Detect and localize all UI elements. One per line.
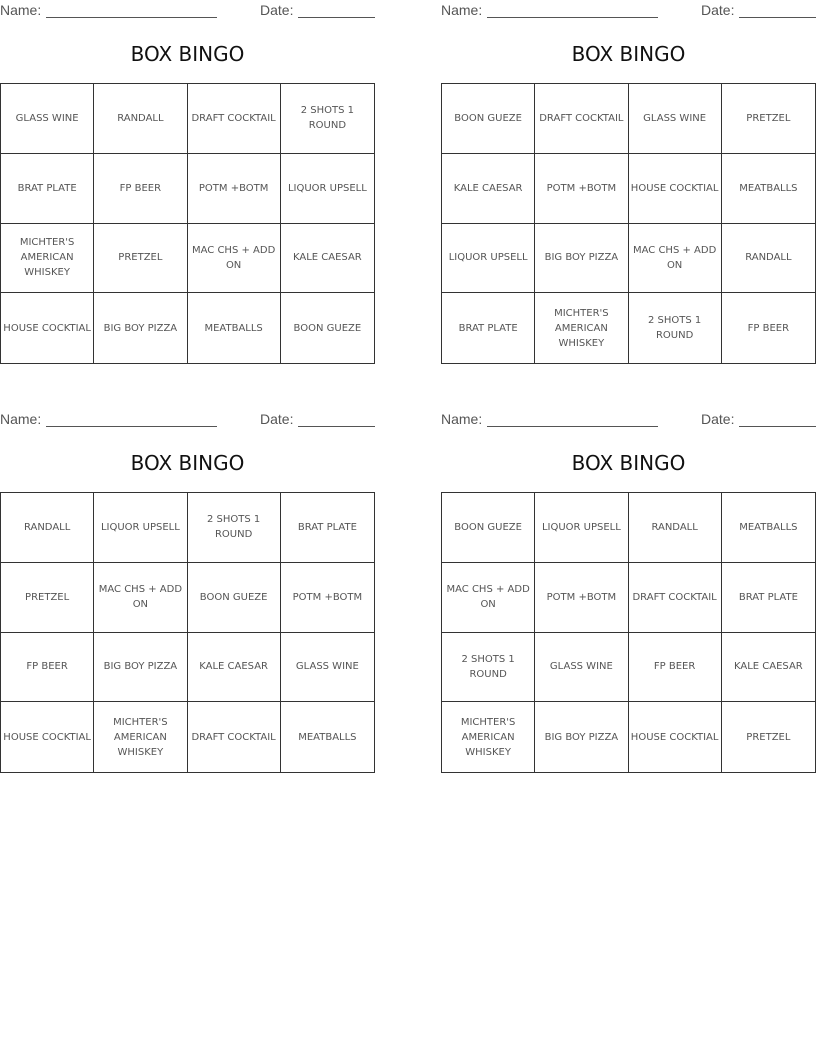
bingo-cell[interactable]: PRETZEL bbox=[94, 224, 187, 294]
bingo-cell[interactable]: RANDALL bbox=[629, 493, 722, 563]
bingo-cell[interactable]: PRETZEL bbox=[1, 563, 94, 633]
bingo-cell[interactable]: BRAT PLATE bbox=[281, 493, 374, 563]
bingo-cell[interactable]: BOON GUEZE bbox=[188, 563, 281, 633]
bingo-cell[interactable]: 2 SHOTS 1 ROUND bbox=[188, 493, 281, 563]
bingo-cell[interactable]: HOUSE COCKTIAL bbox=[1, 702, 94, 772]
bingo-cell[interactable]: MEATBALLS bbox=[298, 731, 357, 743]
card-header bbox=[441, 2, 816, 20]
bingo-cell[interactable]: BIG BOY PIZZA bbox=[94, 293, 187, 363]
bingo-grid bbox=[0, 83, 375, 364]
bingo-card bbox=[0, 0, 375, 365]
bingo-cell[interactable]: BOON GUEZE bbox=[442, 84, 535, 154]
bingo-cell[interactable]: KALE CAESAR bbox=[281, 224, 374, 294]
bingo-cell[interactable]: LIQUOR UPSELL bbox=[94, 493, 187, 563]
name-label: Name: bbox=[441, 2, 483, 18]
bingo-cell[interactable]: MAC CHS + ADD ON bbox=[442, 563, 535, 633]
card-title: BOX BINGO bbox=[130, 42, 245, 66]
bingo-cell[interactable]: BIG BOY PIZZA bbox=[94, 633, 187, 703]
card-title: BOX BINGO bbox=[130, 451, 245, 475]
date-label: Date: bbox=[701, 2, 735, 18]
bingo-cell[interactable]: LIQUOR UPSELL bbox=[535, 493, 628, 563]
bingo-cell[interactable]: BIG BOY PIZZA bbox=[535, 224, 628, 294]
bingo-cell[interactable]: RANDALL bbox=[722, 224, 815, 294]
card-title: BOX BINGO bbox=[571, 42, 686, 66]
date-field[interactable] bbox=[739, 17, 816, 18]
bingo-cell[interactable]: MICHTER'S AMERICAN WHISKEY bbox=[442, 702, 535, 772]
bingo-cell[interactable]: LIQUOR UPSELL bbox=[442, 224, 535, 294]
bingo-cell[interactable]: GLASS WINE bbox=[535, 633, 628, 703]
bingo-cell[interactable]: DRAFT COCKTAIL bbox=[629, 563, 722, 633]
bingo-cell[interactable]: RANDALL bbox=[94, 84, 187, 154]
bingo-cell[interactable]: POTM +BOTM bbox=[535, 563, 628, 633]
bingo-cell[interactable]: BIG BOY PIZZA bbox=[535, 702, 628, 772]
bingo-grid bbox=[0, 492, 375, 773]
bingo-cell[interactable]: POTM +BOTM bbox=[188, 154, 281, 224]
bingo-cell[interactable]: GLASS WINE bbox=[281, 633, 374, 703]
date-label: Date: bbox=[260, 411, 294, 427]
date-field[interactable] bbox=[298, 426, 375, 427]
bingo-cell[interactable]: MICHTER'S AMERICAN WHISKEY bbox=[535, 293, 628, 363]
name-label: Name: bbox=[0, 411, 42, 427]
bingo-cell[interactable]: HOUSE COCKTIAL bbox=[629, 702, 722, 772]
bingo-cell[interactable]: BRAT PLATE bbox=[442, 293, 535, 363]
card-header bbox=[0, 411, 375, 429]
bingo-cell[interactable]: 2 SHOTS 1 ROUND bbox=[281, 84, 374, 154]
bingo-cell[interactable]: DRAFT COCKTAIL bbox=[188, 702, 281, 772]
bingo-cell[interactable]: HOUSE COCKTIAL bbox=[629, 154, 722, 224]
bingo-card bbox=[441, 0, 816, 365]
bingo-cell[interactable]: LIQUOR UPSELL bbox=[281, 154, 374, 224]
bingo-cell[interactable]: MEATBALLS bbox=[722, 493, 815, 563]
bingo-cell[interactable]: MAC CHS + ADD ON bbox=[629, 224, 722, 294]
bingo-cell[interactable]: MICHTER'S AMERICAN WHISKEY bbox=[1, 224, 94, 294]
bingo-cell[interactable]: MEATBALLS bbox=[722, 154, 815, 224]
bingo-cell[interactable]: 2 SHOTS 1 ROUND bbox=[442, 633, 535, 703]
bingo-cell[interactable]: BRAT PLATE bbox=[1, 154, 94, 224]
date-label: Date: bbox=[260, 2, 294, 18]
bingo-cell[interactable]: BRAT PLATE bbox=[722, 563, 815, 633]
name-field[interactable] bbox=[46, 426, 217, 427]
bingo-cell[interactable]: KALE CAESAR bbox=[442, 154, 535, 224]
bingo-cell[interactable]: POTM +BOTM bbox=[281, 563, 374, 633]
bingo-card bbox=[441, 409, 816, 774]
bingo-cell[interactable]: FP BEER bbox=[1, 633, 94, 703]
bingo-cell[interactable]: MAC CHS + ADD ON bbox=[188, 224, 281, 294]
bingo-cell[interactable]: KALE CAESAR bbox=[188, 633, 281, 703]
name-label: Name: bbox=[441, 411, 483, 427]
bingo-cell[interactable]: MEATBALLS bbox=[188, 293, 281, 363]
bingo-cell[interactable]: KALE CAESAR bbox=[722, 633, 815, 703]
bingo-cell[interactable]: GLASS WINE bbox=[629, 84, 722, 154]
bingo-cell[interactable]: GLASS WINE bbox=[1, 84, 94, 154]
bingo-cell[interactable]: PRETZEL bbox=[746, 731, 791, 743]
bingo-grid bbox=[441, 83, 816, 364]
bingo-cell[interactable]: BOON GUEZE bbox=[442, 493, 535, 563]
bingo-cell[interactable]: FP BEER bbox=[747, 322, 790, 334]
bingo-cell[interactable]: DRAFT COCKTAIL bbox=[188, 84, 281, 154]
bingo-cell[interactable]: HOUSE COCKTIAL bbox=[1, 293, 94, 363]
name-field[interactable] bbox=[487, 426, 658, 427]
card-title: BOX BINGO bbox=[571, 451, 686, 475]
bingo-cell[interactable]: FP BEER bbox=[629, 633, 722, 703]
bingo-cell[interactable]: DRAFT COCKTAIL bbox=[535, 84, 628, 154]
bingo-cell[interactable]: POTM +BOTM bbox=[535, 154, 628, 224]
bingo-cell[interactable]: FP BEER bbox=[94, 154, 187, 224]
name-field[interactable] bbox=[487, 17, 658, 18]
name-field[interactable] bbox=[46, 17, 217, 18]
bingo-cell[interactable]: MAC CHS + ADD ON bbox=[94, 563, 187, 633]
bingo-cell[interactable]: BOON GUEZE bbox=[293, 322, 362, 334]
bingo-cell[interactable]: 2 SHOTS 1 ROUND bbox=[629, 293, 722, 363]
bingo-cell[interactable]: PRETZEL bbox=[722, 84, 815, 154]
date-field[interactable] bbox=[739, 426, 816, 427]
date-field[interactable] bbox=[298, 17, 375, 18]
bingo-card bbox=[0, 409, 375, 774]
bingo-cell[interactable]: RANDALL bbox=[1, 493, 94, 563]
bingo-grid bbox=[441, 492, 816, 773]
date-label: Date: bbox=[701, 411, 735, 427]
card-header bbox=[0, 2, 375, 20]
name-label: Name: bbox=[0, 2, 42, 18]
bingo-cell[interactable]: MICHTER'S AMERICAN WHISKEY bbox=[94, 702, 187, 772]
card-header bbox=[441, 411, 816, 429]
